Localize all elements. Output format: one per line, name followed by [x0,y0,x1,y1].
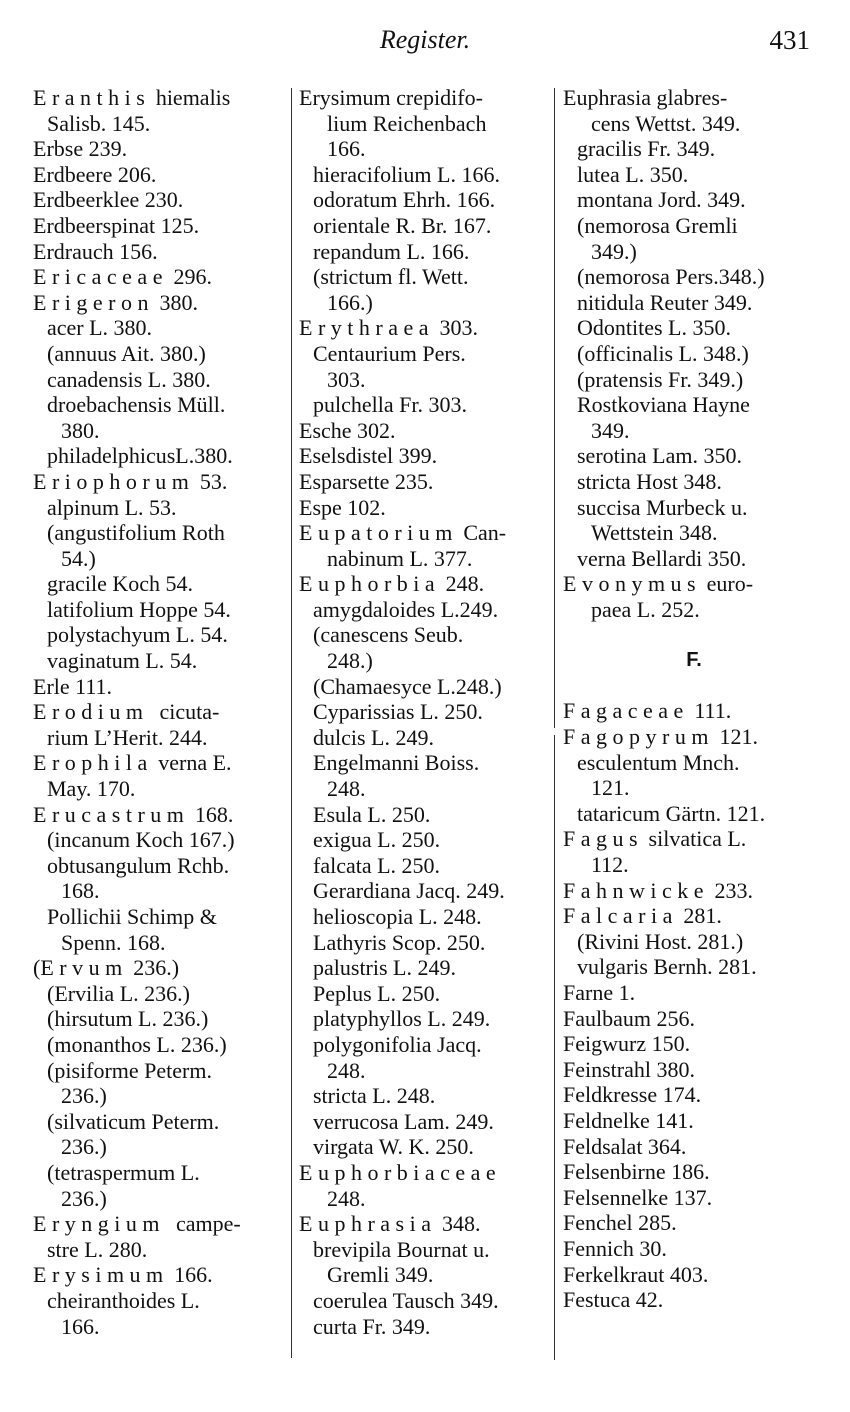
index-entry-line: polystachyum L. 54. [47,622,228,648]
index-entry-line: Feldsalat 364. [563,1133,687,1159]
index-entry-line: serotina Lam. 350. [577,443,742,469]
index-entry-line: succisa Murbeck u. [577,494,748,520]
index-entry-line: E r i g e r o n 380. [33,289,198,315]
index-entry-line: (tetraspermum L. [47,1159,200,1185]
index-entry-line: Spenn. 168. [61,929,166,955]
index-entry-line: 248. [327,776,366,802]
index-entry-line: stre L. 280. [47,1236,148,1262]
index-entry-line: falcata L. 250. [313,852,441,878]
index-entry-line: Feldkresse 174. [563,1082,702,1108]
index-entry-line: 54.) [61,545,96,571]
index-entry-line: tataricum Gärtn. 121. [577,800,766,826]
index-entry-line: Erdbeerspinat 125. [33,212,200,238]
index-entry-line: Erdbeerklee 230. [33,187,184,213]
index-entry-line: Cyparissias L. 250. [313,699,483,725]
index-entry-line: (Rivini Host. 281.) [577,928,744,954]
index-entry-line: stricta Host 348. [577,468,722,494]
index-column-3-lower [563,698,825,1312]
index-entry-line: Feldnelke 141. [563,1107,694,1133]
index-entry-line: 380. [61,417,100,443]
index-entry-line: curta Fr. 349. [313,1313,431,1339]
index-entry-line: stricta L. 248. [313,1083,436,1109]
index-entry-line: pulchella Fr. 303. [313,392,467,418]
index-entry-line: coerulea Tausch 349. [313,1287,499,1313]
index-entry-line: Euphrasia glabres- [563,85,728,110]
index-entry-line: May. 170. [47,776,136,802]
index-entry-line: dulcis L. 249. [313,724,434,750]
index-column-1 [33,85,291,1339]
index-entry-line: nabinum L. 377. [327,545,473,571]
index-entry-line: 248. [327,1185,366,1211]
index-entry-line: hieracifolium L. 166. [313,161,500,187]
index-entry-line: Esche 302. [299,417,396,443]
index-entry-line: Esula L. 250. [313,801,431,827]
index-column-2 [299,85,555,1339]
index-entry-line: Fenchel 285. [563,1210,677,1236]
index-entry-line: E r y s i m u m 166. [33,1262,213,1288]
index-entry-line: alpinum L. 53. [47,494,177,520]
index-entry-line: (hirsutum L. 236.) [47,1006,209,1032]
index-entry-line: 248. [327,1057,366,1083]
index-entry-line: repandum L. 166. [313,238,470,264]
index-entry-line: 112. [591,852,629,878]
index-entry-line: palustris L. 249. [313,955,456,981]
index-entry-line: 248.) [327,648,373,674]
index-entry-line: Feigwurz 150. [563,1031,691,1057]
index-entry-line: brevipila Bournat u. [313,1236,490,1262]
index-entry-line: Faulbaum 256. [563,1005,695,1031]
index-entry-line: Lathyris Scop. 250. [313,929,486,955]
index-entry-line: Odontites L. 350. [577,315,731,341]
index-entry-line: E r o d i u m cicuta- [33,699,220,725]
index-entry-line: (angustifolium Roth [47,520,225,546]
index-entry-line: Fennich 30. [563,1235,667,1261]
index-column-3-upper [563,85,825,622]
index-entry-line: (monanthos L. 236.) [47,1031,227,1057]
index-entry-line: Farne 1. [563,980,636,1005]
index-entry-line: 236.) [61,1083,107,1109]
index-entry-line: Gremli 349. [327,1262,434,1288]
index-entry-line: Esparsette 235. [299,468,434,494]
index-entry-line: cens Wettst. 349. [591,110,741,136]
index-entry-line: 349.) [591,238,637,264]
index-entry-line: (canescens Seub. [313,622,464,648]
index-entry-line: E u p h r a s i a 348. [299,1211,481,1237]
index-entry-line: E r y t h r a e a 303. [299,315,478,341]
index-entry-line: (nemorosa Gremli [577,212,738,238]
index-entry-line: 349. [591,417,630,443]
index-entry-line: (Ervilia L. 236.) [47,980,190,1006]
index-entry-line: montana Jord. 349. [577,187,746,213]
index-entry-line: 236.) [61,1185,107,1211]
index-entry-line: verna Bellardi 350. [577,545,747,571]
index-entry-line: Erysimum crepidifo- [299,85,483,110]
index-entry-line: latifolium Hoppe 54. [47,596,231,622]
index-entry-line: nitidula Reuter 349. [577,289,753,315]
index-entry-line: F a g u s silvatica L. [563,826,747,852]
index-entry-line: Salisb. 145. [47,110,151,136]
index-entry-line: esculentum Mnch. [577,749,740,775]
index-entry-line: E u p h o r b i a 248. [299,571,485,597]
index-entry-line: orientale R. Br. 167. [313,212,492,238]
index-entry-line: Felsennelke 137. [563,1184,713,1210]
index-entry-line: Felsenbirne 186. [563,1159,710,1185]
index-entry-line: 166.) [327,289,373,315]
index-entry-line: (silvaticum Peterm. [47,1108,220,1134]
index-entry-line: lutea L. 350. [577,161,689,187]
index-entry-line: polygonifolia Jacq. [313,1031,482,1057]
index-entry-line: Ferkelkraut 403. [563,1261,709,1287]
index-entry-line: Centaurium Pers. [313,340,466,366]
column-divider [291,88,292,1358]
index-entry-line: philadelphicusL.380. [47,443,233,469]
index-entry-line: Erdbeere 206. [33,161,157,187]
index-entry-line: (Chamaesyce L.248.) [313,673,502,699]
index-entry-line: 121. [591,775,630,801]
section-letter-heading: F. [686,649,702,672]
index-entry-line: Festuca 42. [563,1287,664,1313]
index-entry-line: 303. [327,366,366,392]
index-entry-line: obtusangulum Rchb. [47,852,230,878]
index-entry-line: Peplus L. 250. [313,980,441,1006]
index-entry-line: (pisiforme Peterm. [47,1057,212,1083]
index-entry-line: (incanum Koch 167.) [47,827,235,853]
index-entry-line: virgata W. K. 250. [313,1134,474,1160]
index-entry-line: paea L. 252. [591,596,700,622]
page-title: Register. [379,25,471,54]
index-entry-line: (nemorosa Pers.348.) [577,264,765,290]
index-entry-line: F a g o p y r u m 121. [563,724,758,750]
index-entry-line: Rostkoviana Hayne [577,392,750,418]
index-entry-line: cheiranthoides L. [47,1287,200,1313]
index-entry-line: 236.) [61,1134,107,1160]
index-entry-line: Erdrauch 156. [33,238,158,264]
index-entry-line: Pollichii Schimp & [47,904,217,929]
index-entry-line: vulgaris Bernh. 281. [577,954,757,980]
index-entry-line: vaginatum L. 54. [47,648,198,674]
page-number: 431 [769,25,810,55]
index-entry-line: Wettstein 348. [591,520,718,546]
index-entry-line: Erle 111. [33,673,113,699]
index-entry-line: Feinstrahl 380. [563,1056,695,1082]
index-entry-line: 168. [61,878,100,904]
index-entry-line: F a h n w i c k e 233. [563,877,754,903]
index-entry-line: E r a n t h i s hiemalis [33,85,231,110]
index-entry-line: acer L. 380. [47,315,153,341]
index-entry-line: helioscopia L. 248. [313,904,482,929]
index-entry-line: platyphyllos L. 249. [313,1006,491,1032]
index-entry-line: lium Reichenbach [327,110,487,136]
index-entry-line: (officinalis L. 348.) [577,340,749,366]
index-entry-line: F a g a c e a e 111. [563,698,732,724]
index-entry-line: E r u c a s t r u m 168. [33,801,234,827]
index-entry-line: 166. [61,1313,100,1339]
index-entry-line: verrucosa Lam. 249. [313,1108,494,1134]
index-entry-line: Espe 102. [299,494,386,520]
index-entry-line: F a l c a r i a 281. [563,903,722,929]
index-entry-line: exigua L. 250. [313,827,441,853]
index-entry-line: Gerardiana Jacq. 249. [313,878,505,904]
index-entry-line: E v o n y m u s euro- [563,571,754,597]
index-column-3 [563,85,825,1313]
page-header [0,22,850,58]
index-entry-line: E r y n g i u m campe- [33,1211,241,1237]
index-entry-line: 166. [327,136,366,162]
index-entry-line: Erbse 239. [33,136,128,162]
index-entry-line: (annuus Ait. 380.) [47,340,206,366]
index-entry-line: (E r v u m 236.) [33,955,180,981]
index-entry-line: E r i c a c e a e 296. [33,264,212,290]
index-entry-line: odoratum Ehrh. 166. [313,187,496,213]
index-entry-line: (pratensis Fr. 349.) [577,366,744,392]
index-entry-line: canadensis L. 380. [47,366,211,392]
index-entry-line: rium L’Herit. 244. [47,724,208,750]
index-entry-line: Eselsdistel 399. [299,443,438,469]
index-entry-line: (strictum fl. Wett. [313,264,469,290]
index-entry-line: gracile Koch 54. [47,571,193,597]
index-entry-line: droebachensis Müll. [47,392,226,418]
index-entry-line: E u p a t o r i u m Can- [299,520,507,546]
index-entry-line: E r i o p h o r u m 53. [33,468,228,494]
index-entry-line: Engelmanni Boiss. [313,750,480,776]
index-entry-line: E u p h o r b i a c e a e [299,1159,496,1185]
index-entry-line: gracilis Fr. 349. [577,136,716,162]
index-entry-line: E r o p h i l a verna E. [33,750,232,776]
index-entry-line: amygdaloides L.249. [313,596,499,622]
